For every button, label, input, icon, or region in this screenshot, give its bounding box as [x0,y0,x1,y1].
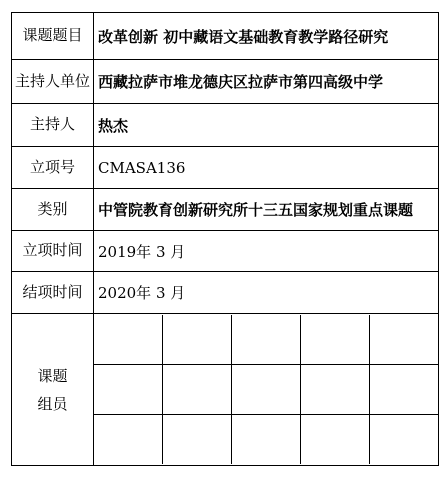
value-project-number: CMASA136 [94,147,439,189]
label-approval-date: 立项时间 [12,231,94,272]
row-title [12,13,439,60]
member-slot [369,365,438,415]
row-approval-date [12,231,439,272]
member-slot [163,365,232,415]
row-host [12,104,439,147]
value-completion-date: 2020年 3 月 [94,272,439,314]
member-slot [300,415,369,465]
member-slot [300,315,369,365]
members-grid-row [94,365,438,415]
members-grid-row [94,315,438,365]
members-grid-row [94,415,438,465]
member-slot [163,315,232,365]
row-completion-date [12,272,439,314]
member-slot [369,315,438,365]
member-slot [94,315,163,365]
member-slot [94,415,163,465]
value-category: 中管院教育创新研究所十三五国家规划重点课题 [94,189,439,231]
member-slot [94,365,163,415]
value-host: 热杰 [94,104,439,147]
label-completion-date: 结项时间 [12,272,94,314]
value-approval-date: 2019年 3 月 [94,231,439,272]
member-slot [232,315,301,365]
label-members [12,314,94,466]
label-members-line2: 组员 [37,394,68,413]
label-host: 主持人 [12,104,94,147]
row-project-number [12,147,439,189]
members-grid-cell [94,314,439,466]
label-project-title: 课题题目 [12,13,94,60]
member-slot [163,415,232,465]
row-members [12,314,439,466]
label-category: 类别 [12,189,94,231]
member-slot [232,415,301,465]
row-host-unit [12,60,439,104]
label-members-line1: 课题 [37,366,68,385]
label-project-number: 立项号 [12,147,94,189]
members-grid [94,315,438,464]
row-category [12,189,439,231]
project-info-table [11,12,439,466]
member-slot [232,365,301,415]
label-host-unit: 主持人单位 [12,60,94,104]
member-slot [369,415,438,465]
value-project-title: 改革创新 初中藏语文基础教育教学路径研究 [94,13,439,60]
value-host-unit: 西藏拉萨市堆龙德庆区拉萨市第四高级中学 [94,60,439,104]
member-slot [300,365,369,415]
